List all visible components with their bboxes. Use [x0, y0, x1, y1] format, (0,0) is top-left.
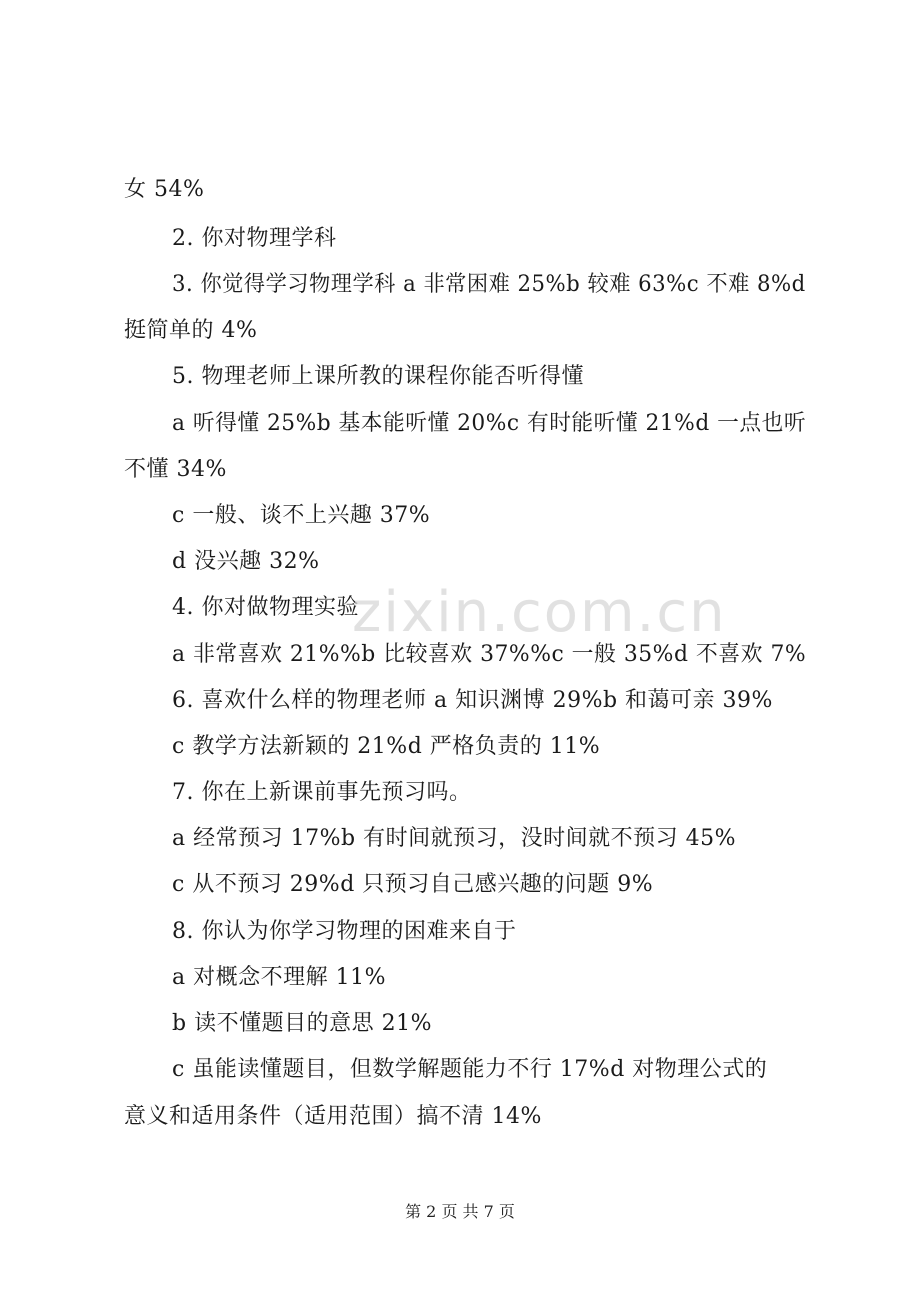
answer-option: a 经常预习 17%b 有时间就预习，没时间就不预习 45% — [172, 826, 736, 851]
question-heading: 6. 喜欢什么样的物理老师 a 知识渊博 29%b 和蔼可亲 39% — [172, 688, 773, 713]
question-heading: 3. 你觉得学习物理学科 a 非常困难 25%b 较难 63%c 不难 8%d — [172, 272, 806, 297]
text-line: a 听得懂 25%b 基本能听懂 20%c 有时能听懂 21%d 一点也听 — [172, 411, 807, 436]
text-line: 挺简单的 4% — [124, 318, 258, 343]
text-line: 女 54% — [124, 177, 205, 202]
answer-option: c 虽能读懂题目，但数学解题能力不行 17%d 对物理公式的 — [172, 1057, 768, 1082]
answer-option: a 对概念不理解 11% — [172, 965, 387, 990]
question-heading: 5. 物理老师上课所教的课程你能否听得懂 — [172, 364, 584, 389]
text-line: 不懂 34% — [124, 457, 227, 482]
answer-option: d 没兴趣 32% — [172, 549, 320, 574]
question-heading: 7. 你在上新课前事先预习吗。 — [172, 780, 472, 805]
answer-option: a 非常喜欢 21%%b 比较喜欢 37%%c 一般 35%d 不喜欢 7% — [172, 642, 807, 667]
answer-option: b 读不懂题目的意思 21% — [172, 1011, 432, 1036]
question-heading: 2. 你对物理学科 — [172, 226, 337, 251]
text-line: 意义和适用条件（适用范围）搞不清 14% — [124, 1104, 542, 1129]
watermark: zixin.com.cn — [352, 580, 727, 645]
page-number: 第 2 页 共 7 页 — [405, 1202, 515, 1221]
question-heading: 4. 你对做物理实验 — [172, 595, 359, 620]
question-heading: 8. 你认为你学习物理的困难来自于 — [172, 919, 517, 944]
answer-option: c 教学方法新颖的 21%d 严格负责的 11% — [172, 734, 601, 759]
answer-option: c 一般、谈不上兴趣 37% — [172, 503, 431, 528]
answer-option: c 从不预习 29%d 只预习自己感兴趣的问题 9% — [172, 872, 654, 897]
